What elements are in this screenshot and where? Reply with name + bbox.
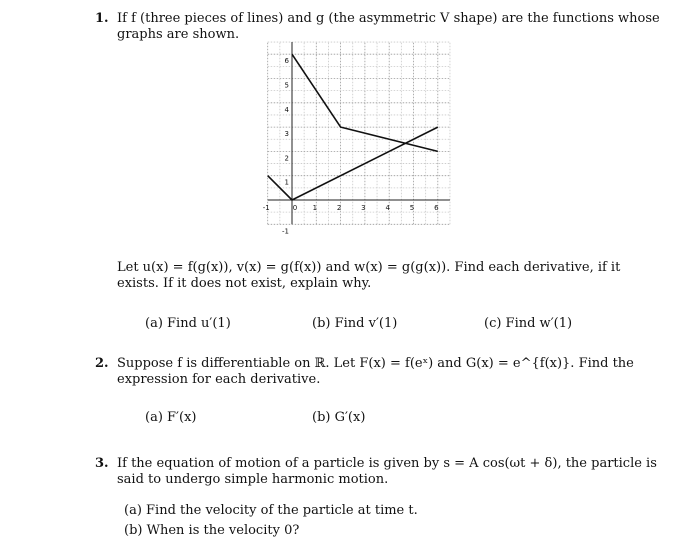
problem-3-part-b: (b) When is the velocity 0?: [124, 523, 300, 538]
y-tick-label: 3: [284, 130, 289, 139]
problem-2-text-line-2: expression for each derivative.: [117, 372, 321, 387]
x-tick-label: 6: [434, 204, 439, 212]
problem-2-part-a: (a) F′(x): [145, 410, 197, 425]
x-tick-label: 4: [385, 204, 390, 212]
problem-1-text-line-2: graphs are shown.: [117, 27, 240, 42]
y-tick-label: 6: [284, 57, 289, 66]
graph-grid: [268, 42, 450, 224]
problem-1-part-b: (b) Find v′(1): [312, 316, 398, 331]
problem-3-number: 3.: [95, 456, 109, 471]
problem-2-text-line-1: Suppose f is differentiable on ℝ. Let F(x) = f(eˣ) and G(x) = e^{f(x)}. Find the: [117, 356, 634, 371]
problem-1-number: 1.: [95, 11, 109, 26]
problem-1-let-line-1: Let u(x) = f(g(x)), v(x) = g(f(x)) and w(x) = g(g(x)). Find each derivative, if it: [117, 260, 621, 275]
problem-1-let-line-2: exists. If it does not exist, explain why.: [117, 276, 372, 291]
x-tick-label: 2: [336, 204, 342, 212]
problem-2-number: 2.: [95, 356, 109, 371]
problem-1-part-a: (a) Find u′(1): [145, 316, 231, 331]
problem-3-part-a: (a) Find the velocity of the particle at time t.: [124, 503, 418, 518]
problem-1-text-line-1: If f (three pieces of lines) and g (the asymmetric V shape) are the functions whose: [117, 11, 660, 26]
x-tick-label: 3: [361, 204, 366, 212]
x-tick-label: 5: [409, 204, 415, 212]
x-tick-label: 0: [292, 204, 298, 212]
y-tick-label: 2: [284, 154, 289, 163]
graph-tick-labels: [263, 57, 439, 235]
x-tick-label: 1: [312, 204, 318, 212]
problem-3-text-line-2: said to undergo simple harmonic motion.: [117, 472, 389, 487]
problem-3-text-line-1: If the equation of motion of a particle is given by s = A cos(ωt + δ), the particle is: [117, 456, 657, 471]
problem-2-part-b: (b) G′(x): [312, 410, 366, 425]
y-tick-label: -1: [282, 227, 289, 236]
y-tick-label: 5: [284, 81, 289, 90]
function-graph: [262, 55, 465, 240]
y-tick-label: 4: [284, 105, 289, 114]
y-tick-label: 1: [284, 178, 289, 187]
graph-axes: [268, 42, 450, 224]
problem-1-part-c: (c) Find w′(1): [484, 316, 573, 331]
x-tick-label: -1: [262, 204, 270, 212]
